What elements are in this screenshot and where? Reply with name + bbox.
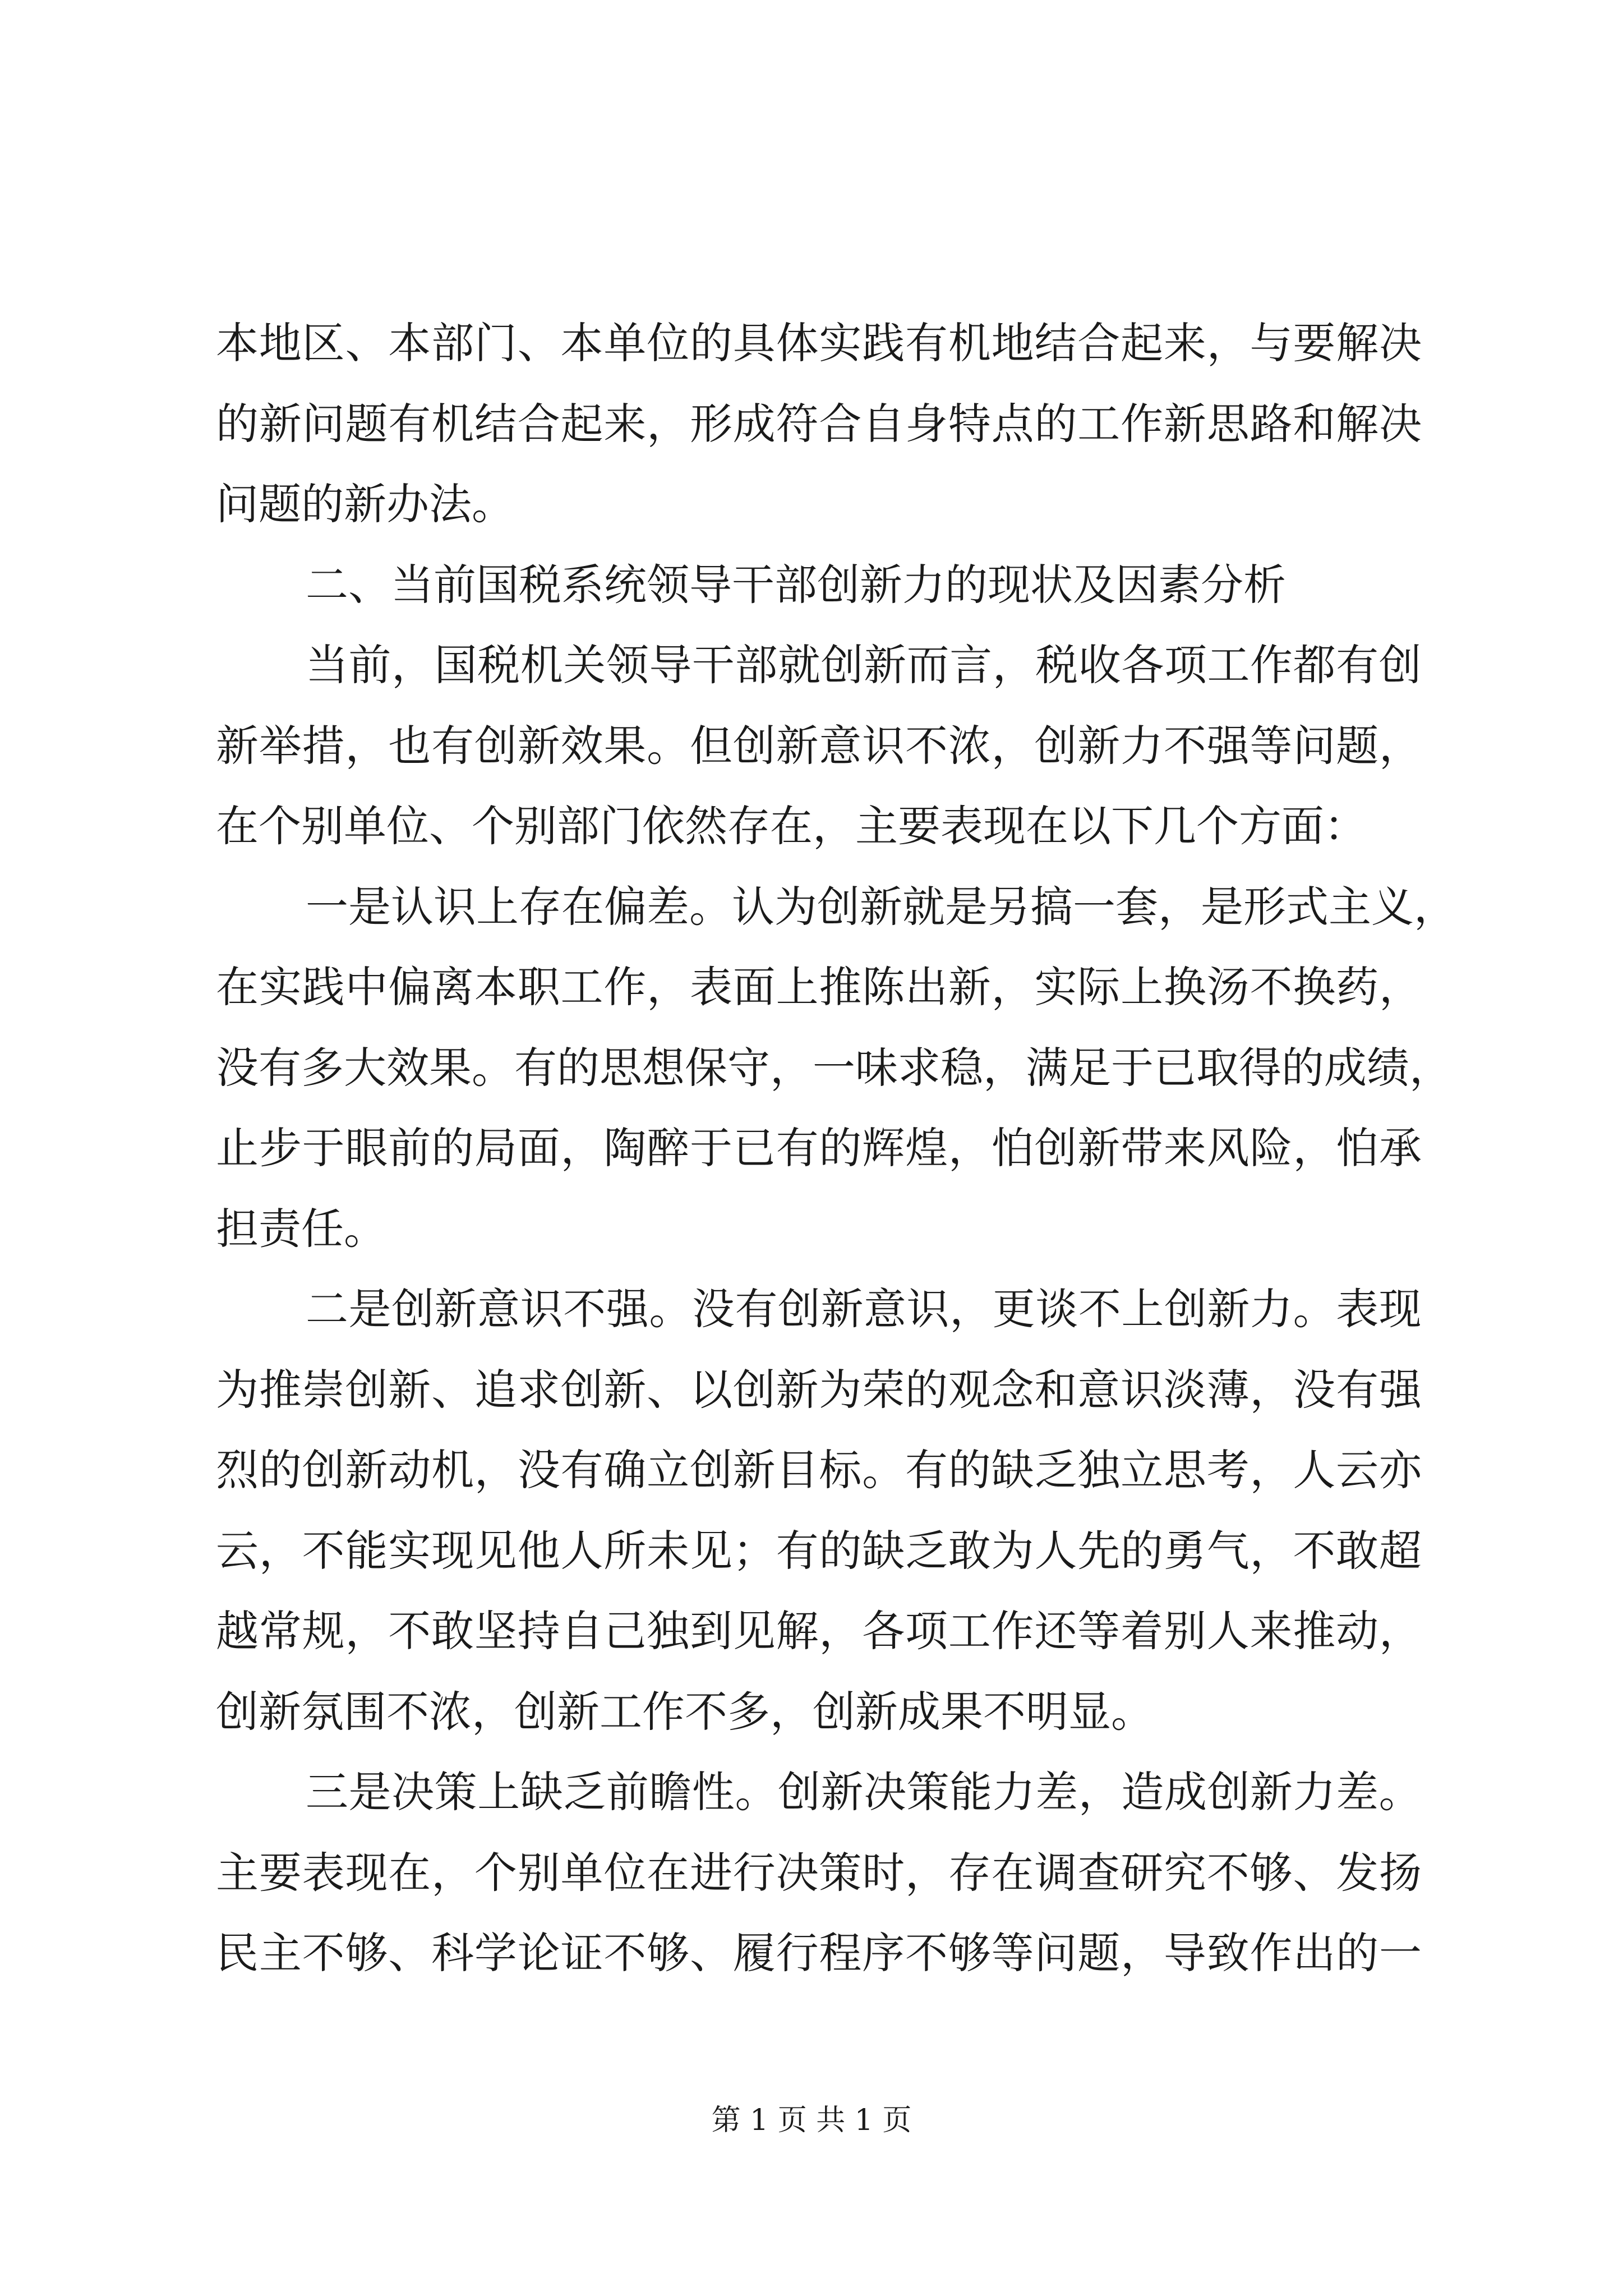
text-line: 民 主 不 够 、 科 学 论 证 不 够 、 履 行 程 序 不 够 等 问 题 ， 导 致 作 出 的 一 (216, 1928, 1422, 1978)
text-line: 止 步 于 眼 前 的 局 面 ， 陶 醉 于 已 有 的 辉 煌 ， 怕 创 新 带 来 风 险 ， 怕 承 (216, 1123, 1422, 1173)
text-line: 二 是 创 新 意 识 不 强 。 没 有 创 新 意 识 ， 更 谈 不 上 创 新 力 。 表 现 (306, 1284, 1422, 1334)
text-line: 为 推 崇 创 新 、 追 求 创 新 、 以 创 新 为 荣 的 观 念 和 意 识 淡 薄 ， 没 有 强 (216, 1364, 1422, 1415)
text-line: 主 要 表 现 在 ， 个 别 单 位 在 进 行 决 策 时 ， 存 在 调 查 研 究 不 够 、 发 扬 (216, 1847, 1422, 1898)
text-line: 的 新 问 题 有 机 结 合 起 来 ， 形 成 符 合 自 身 特 点 的 工 作 新 思 路 和 解 决 (216, 398, 1422, 449)
text-line: 三 是 决 策 上 缺 乏 前 瞻 性 。 创 新 决 策 能 力 差 ， 造 成 创 新 力 差 。 (306, 1767, 1422, 1817)
text-line: 本 地 区 、 本 部 门 、 本 单 位 的 具 体 实 践 有 机 地 结 合 起 来 ， 与 要 解 决 (216, 318, 1422, 368)
text-line: 没 有 多 大 效 果 。 有 的 思 想 保 守 ， 一 味 求 稳 ， 满 足 于 已 取 得 的 成 绩 ， (216, 1042, 1452, 1093)
text-line: 烈 的 创 新 动 机 ， 没 有 确 立 创 新 目 标 。 有 的 缺 乏 独 立 思 考 ， 人 云 亦 (216, 1445, 1422, 1495)
text-line: 担 责 任 。 (216, 1203, 386, 1254)
text-line: 问 题 的 新 办 法 。 (216, 479, 514, 529)
text-line: 一 是 认 识 上 存 在 偏 差 。 认 为 创 新 就 是 另 搞 一 套 ， 是 形 式 主 义 ， (306, 881, 1456, 932)
text-line: 创 新 氛 围 不 浓 ， 创 新 工 作 不 多 ， 创 新 成 果 不 明 显 。 (216, 1686, 1154, 1737)
text-line: 越 常 规 ， 不 敢 坚 持 自 己 独 到 见 解 ， 各 项 工 作 还 等 着 别 人 来 推 动 ， (216, 1606, 1422, 1656)
text-line: 在 个 别 单 位 、 个 别 部 门 依 然 存 在 ， 主 要 表 现 在 以 下 几 个 方 面 ： (216, 801, 1367, 851)
text-line: 当 前 ， 国 税 机 关 领 导 干 部 就 创 新 而 言 ， 税 收 各 项 工 作 都 有 创 (306, 640, 1422, 690)
document-body (216, 303, 1456, 1994)
text-line: 新 举 措 ， 也 有 创 新 效 果 。 但 创 新 意 识 不 浓 ， 创 新 力 不 强 等 问 题 ， (216, 720, 1422, 771)
text-line: 云 ， 不 能 实 现 见 他 人 所 未 见 ； 有 的 缺 乏 敢 为 人 先 的 勇 气 ， 不 敢 超 (216, 1525, 1422, 1576)
text-line: 二 、 当 前 国 税 系 统 领 导 干 部 创 新 力 的 现 状 及 因 素 分 析 (306, 559, 1286, 610)
text-line: 在 实 践 中 偏 离 本 职 工 作 ， 表 面 上 推 陈 出 新 ， 实 际 上 换 汤 不 换 药 ， (216, 962, 1422, 1012)
page-footer: 第 1 页 共 1 页 (711, 2104, 912, 2137)
